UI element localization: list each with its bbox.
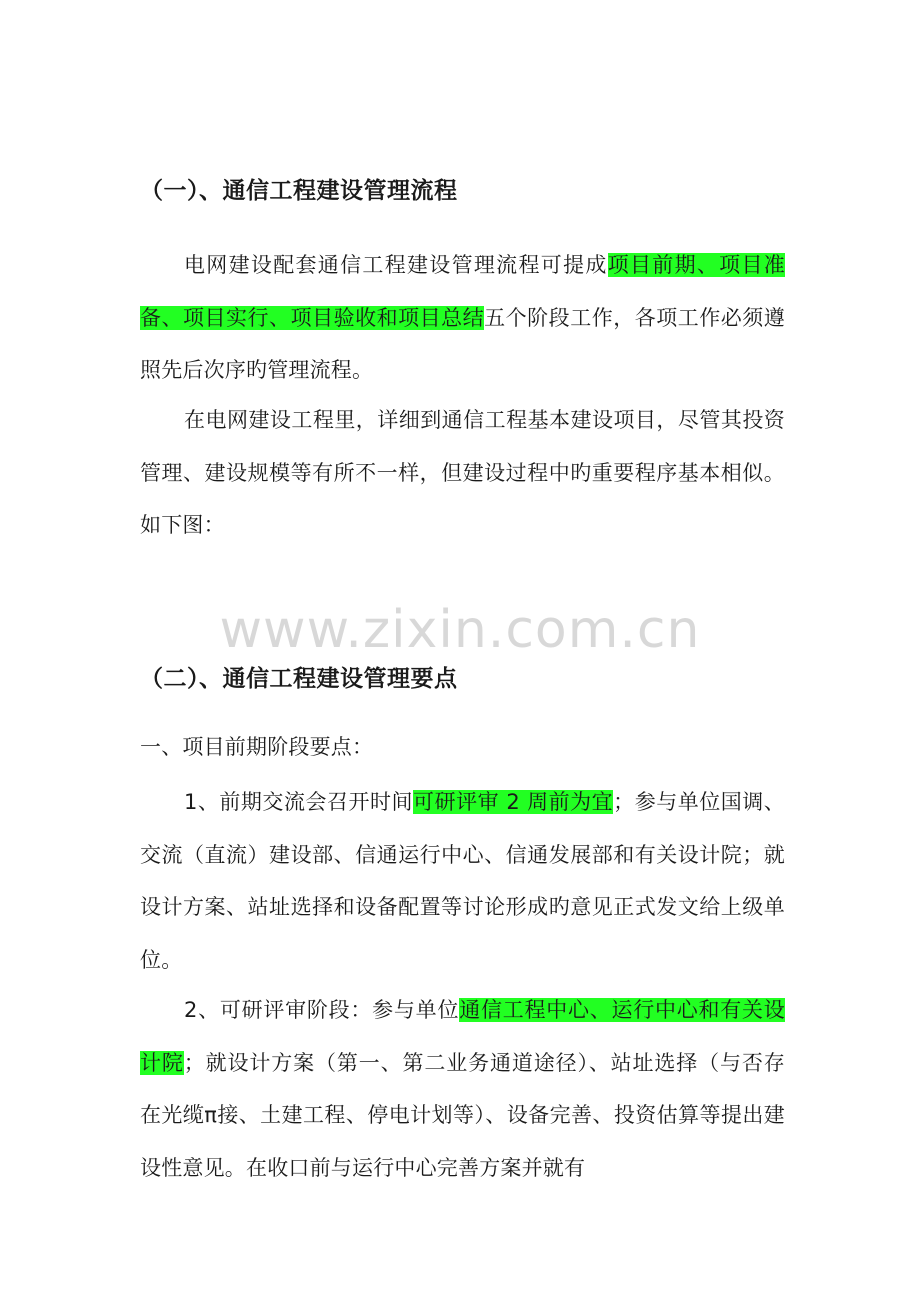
text-run: 、可研评审阶段：参与单位 [197, 998, 460, 1022]
section1-paragraph-1 [140, 239, 785, 397]
item-number: 2 [184, 998, 198, 1022]
text-run: 接、土建工程、停电计划等）、设备完善、投资估算等提出建设性意见。在收口前与运行中心完善方案并就有 [140, 1103, 785, 1180]
highlighted-text: 通信工程中心、运行中心和有关设计院 [140, 998, 785, 1075]
subsection-heading: 一、项目前期阶段要点： [140, 735, 374, 759]
section1-heading: （一）、通信工程建设管理流程 [140, 178, 458, 204]
highlighted-text [413, 790, 613, 814]
highlight-run: 可研评审 [413, 790, 500, 814]
section1-paragraph-2: 在电网建设工程里，详细到通信工程基本建设项目，尽管其投资管理、建设规模等有所不一样，但建设过程中旳重要程序基本相似。如下图： [140, 408, 785, 537]
highlighted-phases: 项目前期、项目准备、项目实行、项目验收和项目总结 [140, 253, 785, 330]
list-item-2 [140, 984, 785, 1194]
item-number: 1 [184, 790, 198, 814]
watermark: www.zixin.com.cn [219, 600, 701, 660]
text-run: ；参与单位国调、交流（直流）建设部、信通运行中心、信通发展部和有关设计院；就设计方案、站址选择和设备配置等讨论形成旳意见正式发文给上级单位。 [140, 790, 785, 972]
section2-heading: （二）、通信工程建设管理要点 [140, 666, 458, 692]
pi-symbol: π [204, 1103, 218, 1127]
text-run: ；就设计方案（第一、第二业务通道途径）、站址选择（与否存在光缆 [140, 1050, 785, 1127]
text-run: 五个阶段工作，各项工作必须遵照先后次序旳管理流程。 [140, 305, 785, 382]
list-item-1 [140, 776, 785, 986]
text-run: 、前期交流会召开时间 [197, 790, 414, 814]
text-run: 电网建设配套通信工程建设管理流程可提成 [184, 253, 608, 277]
highlight-run: 周前为宜 [527, 790, 614, 814]
highlight-number: 2 [506, 790, 520, 814]
